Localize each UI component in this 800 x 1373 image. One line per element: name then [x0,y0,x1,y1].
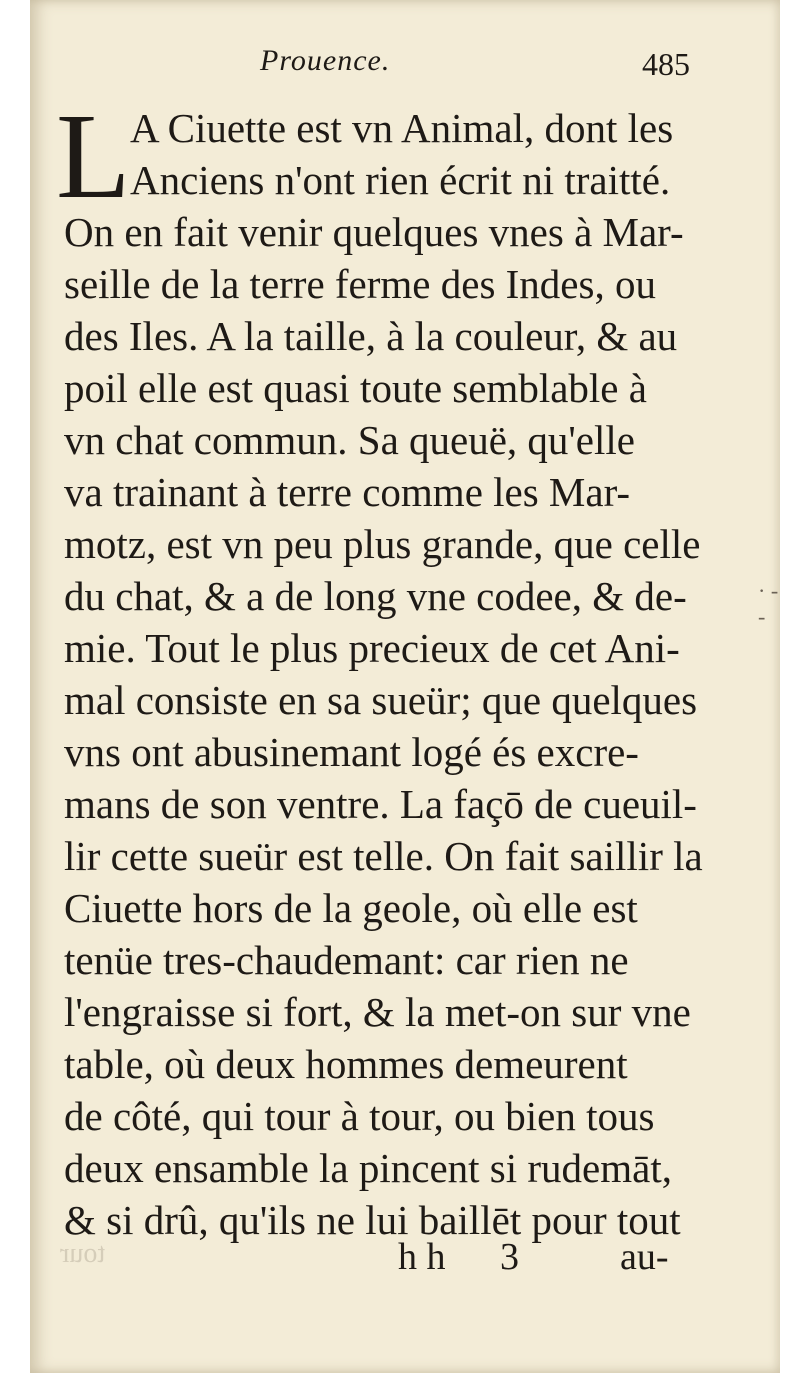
text-line: mie. Tout le plus precieux de cet Ani- [64,625,680,671]
text-line: de côté, qui tour à tour, ou bien tous [64,1093,655,1139]
text-line: lir cette sueür est telle. On fait saillir la [64,833,703,879]
text-line: table, où deux hommes demeurent [64,1041,628,1087]
running-head: Prouence. [260,44,391,77]
margin-mark: · - - [758,578,779,629]
text-line: Ciuette hors de la geole, où elle est [64,885,638,931]
text-line: mans de son ventre. La façō de cueuil- [64,781,697,827]
text-line: A Ciuette est vn Animal, dont les [130,105,674,151]
text-line: va trainant à terre comme les Mar- [64,469,631,515]
text-line: poil elle est quasi toute semblable à [64,365,647,411]
text-line: vn chat commun. Sa queuë, qu'elle [64,417,635,463]
text-line: Anciens n'ont rien écrit ni traitté. [130,157,671,203]
book-page [30,0,780,1373]
text-line: tenüe tres-chaudemant: car rien ne [64,937,629,983]
drop-cap: L [56,89,131,224]
catchword: au- [620,1236,669,1278]
signature-number: 3 [500,1236,519,1278]
text-line: motz, est vn peu plus grande, que celle [64,521,701,567]
text-line: On en fait venir quelques vnes à Mar- [64,209,684,255]
text-line: du chat, & a de long vne codee, & de- [64,573,687,619]
text-line: vns ont abusinemant logé és excre- [64,729,639,775]
signature-mark: h h [398,1236,446,1278]
page-number: 485 [642,46,690,82]
text-line: deux ensamble la pincent si rudemāt, [64,1145,672,1191]
text-line: l'engraisse si fort, & la met-on sur vne [64,989,691,1035]
text-line: des Iles. A la taille, à la couleur, & au [64,313,678,359]
bleed-through-text: tour [60,1238,106,1269]
text-line: mal consiste en sa sueür; que quelques [64,677,698,723]
text-line: & si drû, qu'ils ne lui baillēt pour tout [64,1197,681,1243]
text-line: seille de la terre ferme des Indes, ou [64,261,656,307]
